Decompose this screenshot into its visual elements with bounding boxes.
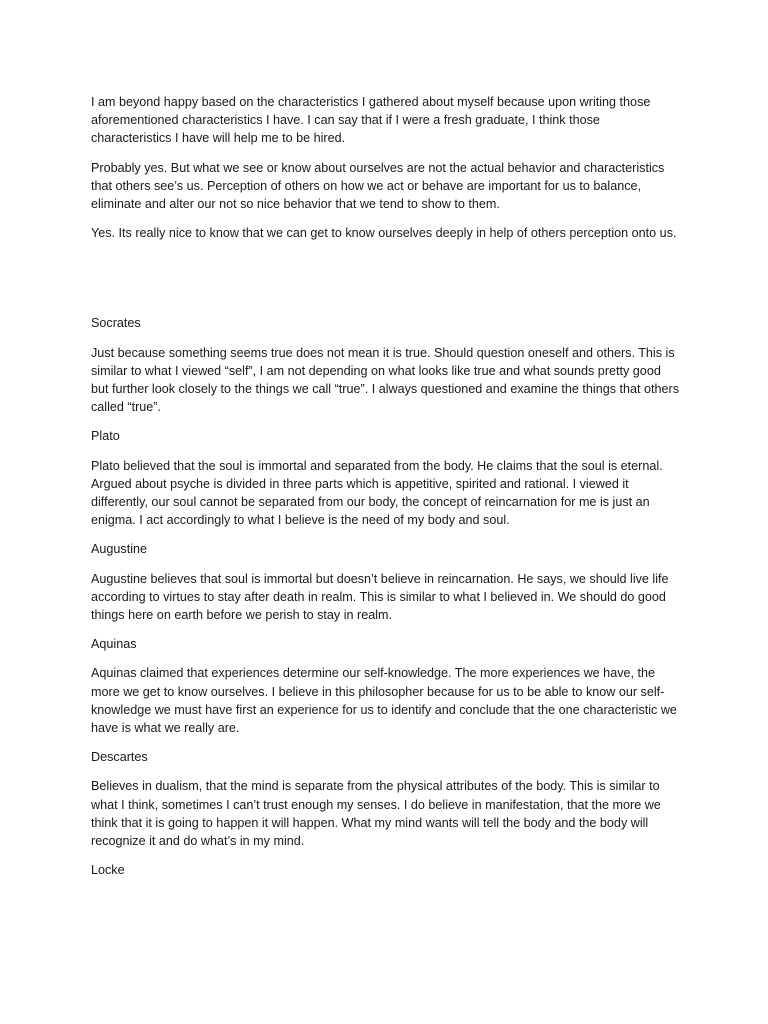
intro-paragraph-1: I am beyond happy based on the characteristics I gathered about myself because upon writing those aforementioned characteristics I have. I can say that if I were a fresh graduate, I think those characteristics I have will help me to be hired. — [91, 95, 651, 146]
paragraph-plato: Plato believed that the soul is immortal and separated from the body. He claims that the soul is eternal. Argued about psyche is divided in three parts which is appetitive, spirited and rational. I viewed it differently, our soul cannot be separated from our body, the concept of reincarnation for me is just an enigma. I act accordingly to what I believe is the need of my body and soul. — [91, 458, 663, 528]
heading-augustine: Augustine — [91, 542, 148, 557]
heading-descartes: Descartes — [91, 750, 148, 765]
paragraph-aquinas: Aquinas claimed that experiences determine our self-knowledge. The more experiences we have, the more we get to know ourselves. I believe in this philosopher because for us to be able to know our self-knowledge we must have first an experience for us to identify and conclude that the one characteristic we have is what we really are. — [91, 666, 677, 736]
heading-plato: Plato — [91, 429, 120, 444]
intro-paragraph-2: Probably yes. But what we see or know about ourselves are not the actual behavior and characteristics that others see’s us. Perception of others on how we act or behave are important for us to balance, eliminate and alter our not so nice behavior that we tend to show to them. — [91, 160, 665, 212]
paragraph-socrates: Just because something seems true does not mean it is true. Should question oneself and others. This is similar to what I viewed “self”, I am not depending on what looks like true and what sounds pretty good but further look closely to the things we call “true”. I always questioned and examine the things that others called “true”. — [91, 345, 680, 415]
intro-paragraph-3: Yes. Its really nice to know that we can get to know ourselves deeply in help of others perception onto us. — [91, 226, 677, 241]
paragraph-augustine: Augustine believes that soul is immortal but doesn’t believe in reincarnation. He says, we should live life according to virtues to stay after death in realm. This is similar to what I believed in. We should do good things here on earth before we perish to stay in realm. — [91, 571, 669, 623]
section-spacer — [91, 253, 681, 314]
heading-aquinas: Aquinas — [91, 637, 137, 652]
document-body — [91, 93, 681, 891]
heading-locke: Locke — [91, 863, 125, 878]
heading-socrates: Socrates — [91, 316, 141, 331]
paragraph-descartes: Believes in dualism, that the mind is separate from the physical attributes of the body. This is similar to what I think, sometimes I can’t trust enough my senses. I do believe in manifestation, that the more we think that it is going to happen it will happen. What my mind wants will tell the body and the body will recognize it and do what’s in my mind. — [91, 779, 661, 849]
